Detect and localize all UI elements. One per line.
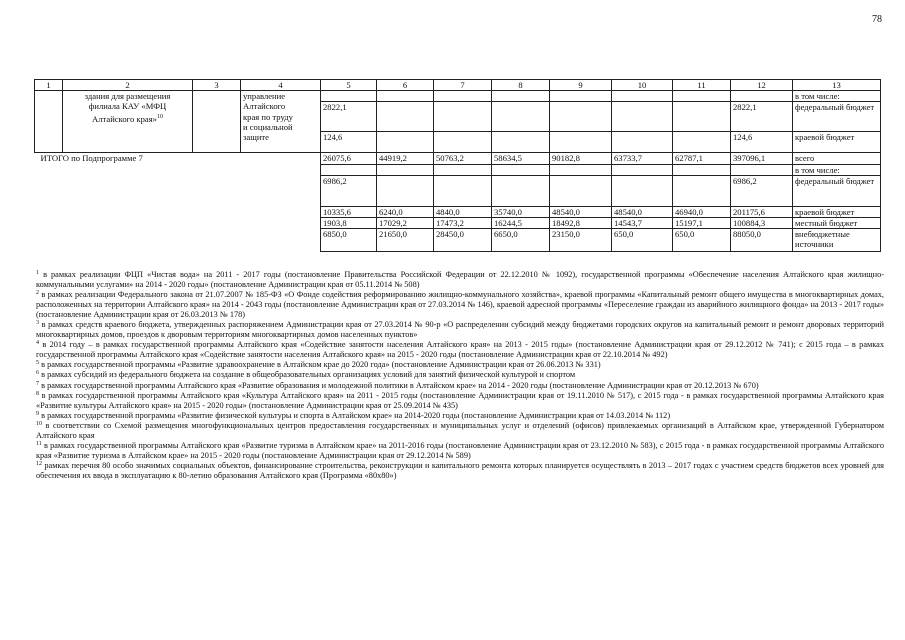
footnote: $^3$ в рамках средств краевого бюджета, утвержденных распоряжением Администрации края от 27.03.2014 № 90-р «О распределении субсидий между бюджетами городских округов на капитальный ремонт и ремонт дворовых территорий многоквартирных домов, проездов к дворовым территориям многоквартирных домов населенных пунктов» bbox=[36, 320, 884, 340]
header-cell: 1 bbox=[35, 80, 63, 91]
header-cell: 12 bbox=[731, 80, 793, 91]
footnote: $^{12}$ рамках перечня 80 особо значимых социальных объектов, финансирование строительства, реконструкции и капитального ремонта которых планируется осуществлять в 2013 – 2017 годах с участием средств бюджетов всех уровней для обеспечения их ввода в эксплуатацию к 80-летию образования Алтайского края (Программа «80х80») bbox=[36, 460, 884, 480]
footnote: $^8$ в рамках государственной программы Алтайского края «Культура Алтайского края» на 2011 - 2015 годы (постановление Администрации края от 19.11.2010 № 517), с 2015 года - в рамках государственной программы Алтайского края «Развитие культуры Алтайского края» на 2015 - 2020 годы» (постановление Администрации края от 25.09.2014 № 435) bbox=[36, 390, 885, 410]
footnote: $^1$ в рамках реализации ФЦП «Чистая вода» на 2011 - 2017 годы (постановление Правительства Российской Федерации от 22.12.2010 № 1092), государственной программы «Обеспечение населения Алтайского края жилищно-коммунальными услугами» на 2014 - 2020 годы» (постановление Администрации края от 05.11.2014 № 508) bbox=[36, 270, 884, 290]
table-row: ИТОГО по Подпрограмме 7 26075,6 44919,2 50763,2 58634,5 90182,8 63733,7 62787,1 397096,1 всего bbox=[35, 153, 881, 164]
financing-table bbox=[34, 79, 881, 252]
footnote: $^4$ в 2014 году – в рамках государственной программы Алтайского края «Содействие занятости населения Алтайского края» на 2013 - 2015 годы» (постановление Администрации края от 29.12.2012 № 741); с 2015 года – в рамках государственной программы Алтайского края «Содействие занятости населения Алтайского края» на 2015 - 2020 годы (постановление Администрации края от 22.10.2014 № 492) bbox=[36, 340, 884, 360]
footnote: $^9$ в рамках государственной программы «Развитие физической культуры и спорта в Алтайском крае» на 2014-2020 годы (постановление Администрации края от 14.03.2014 № 112) bbox=[36, 410, 671, 420]
footnote: $^{10}$ в соответствии со Схемой размещения многофункциональных центров предоставления государственных и муниципальных услуг и отделений (офисов) привлекаемых организаций в Алтайском крае, утвержденной Губернатором Алтайского края bbox=[36, 420, 884, 440]
table-row: 124,6 124,6 краевой бюджет bbox=[35, 132, 881, 153]
header-cell: 8 bbox=[492, 80, 550, 91]
total-label: ИТОГО по Подпрограмме 7 bbox=[35, 153, 321, 164]
table-row: 1903,8 17029,2 17473,2 16244,5 18492,8 14543,7 15197,1 100884,3 местный бюджет bbox=[35, 218, 881, 229]
table-row: 6850,0 21650,0 28450,0 6650,0 23150,0 650,0 650,0 88050,0 внебюджетные источники bbox=[35, 229, 881, 252]
table-row: здания для размещения филиала КАУ «МФЦ Алтайского края»$^{10}$ управление Алтайского края по труду и социальной защите в том числе: bbox=[35, 91, 881, 102]
table-row: 6986,2 6986,2 федеральный бюджет bbox=[35, 175, 881, 206]
header-cell: 3 bbox=[193, 80, 241, 91]
footnote: $^7$ в рамках государственной программы Алтайского края «Развитие образования и молодежной политики в Алтайском крае» на 2014 - 2020 годы (постановление Администрации края от 20.12.2013 № 670) bbox=[36, 380, 759, 390]
footnote: $^2$ в рамках реализации Федерального закона от 21.07.2007 № 185-ФЗ «О Фонде содействия реформированию жилищно-коммунального хозяйства», краевой программы «Капитальный ремонт общего имущества в многоквартирных домах, расположенных на территории Алтайского края» на 2014 - 2043 годы (постановление Администрации края от 27.03.2014 № 146), краевой адресной программы «Переселение граждан из аварийного жилищного фонда» на 2013 - 2017 годы» (постановление Администрации края от 26.03.2013 № 178) bbox=[36, 290, 884, 320]
header-cell: 13 bbox=[793, 80, 881, 91]
header-cell: 5 bbox=[321, 80, 377, 91]
header-cell: 7 bbox=[434, 80, 492, 91]
header-cell: 11 bbox=[673, 80, 731, 91]
footnote: $^5$ в рамках государственной программы «Развитие здравоохранение в Алтайском крае до 2020 года» (постановление Администрации края от 26.06.2013 № 331) bbox=[36, 360, 601, 370]
footnote: $^{11}$ в рамках государственной программы Алтайского края «Развитие туризма в Алтайском крае» на 2011-2016 годы (постановление Администрации края от 23.12.2010 № 583), с 2015 года - в рамках государственной программы Алтайского края «Развитие туризма в Алтайском крае» на 2015 - 2020 годы (постановление Администрации края от 29.12.2014 № 589) bbox=[36, 440, 884, 460]
object-name-cell: здания для размещения филиала КАУ «МФЦ Алтайского края»$^{10}$ bbox=[63, 91, 193, 153]
table-row: 2822,1 2822,1 федеральный бюджет bbox=[35, 102, 881, 132]
footnotes bbox=[36, 270, 884, 481]
table-row: в том числе: bbox=[35, 164, 881, 175]
header-cell: 10 bbox=[612, 80, 673, 91]
header-cell: 6 bbox=[377, 80, 434, 91]
header-cell: 4 bbox=[241, 80, 321, 91]
page-number: 78 bbox=[872, 14, 882, 25]
header-cell: 9 bbox=[550, 80, 612, 91]
table-row: 10335,6 6240,0 4840,0 35740,0 48540,0 48540,0 46940,0 201175,6 краевой бюджет bbox=[35, 206, 881, 217]
footnote: $^6$ в рамках субсидий из федерального бюджета на создание в общеобразовательных организациях условий для занятий физической культурой и спортом bbox=[36, 370, 576, 380]
executor-cell: управление Алтайского края по труду и социальной защите bbox=[241, 91, 321, 153]
table-header-row bbox=[35, 80, 881, 91]
header-cell: 2 bbox=[63, 80, 193, 91]
